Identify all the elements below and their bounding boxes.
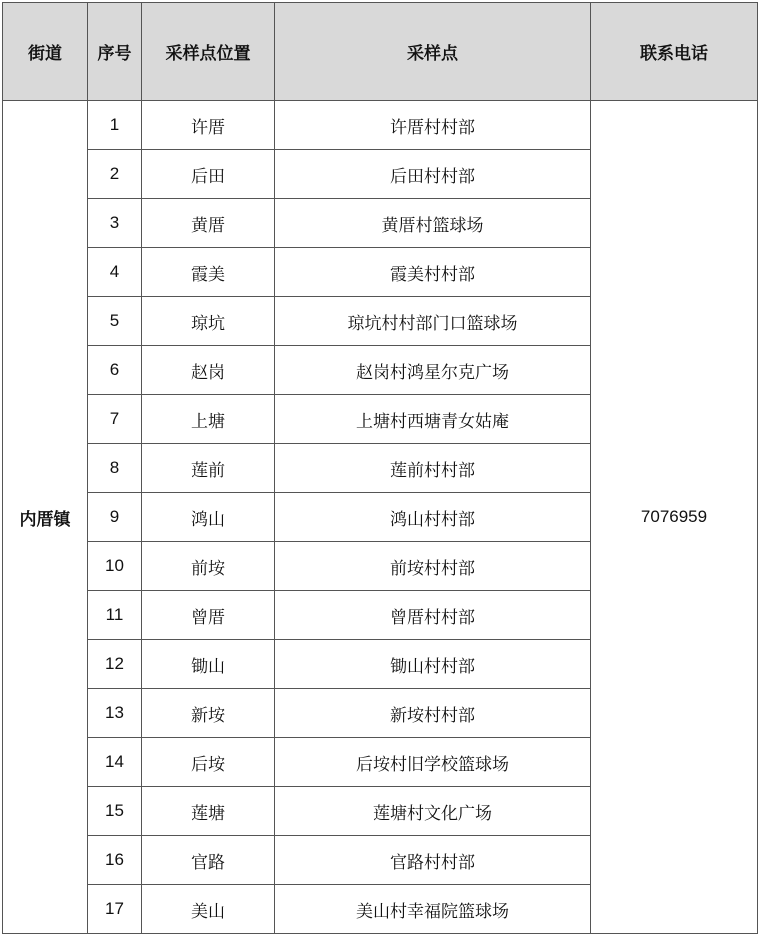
site-cell: 霞美村村部: [275, 248, 591, 297]
row-number-cell: 14: [88, 738, 142, 787]
site-cell: 前垵村村部: [275, 542, 591, 591]
location-cell: 琼坑: [142, 297, 275, 346]
row-number-cell: 9: [88, 493, 142, 542]
phone-cell: 7076959: [591, 101, 758, 934]
location-cell: 莲塘: [142, 787, 275, 836]
row-number-cell: 16: [88, 836, 142, 885]
location-cell: 赵岗: [142, 346, 275, 395]
location-cell: 官路: [142, 836, 275, 885]
header-street: 街道: [3, 3, 88, 101]
location-cell: 后垵: [142, 738, 275, 787]
location-cell: 后田: [142, 150, 275, 199]
site-cell: 新垵村村部: [275, 689, 591, 738]
site-cell: 黄厝村篮球场: [275, 199, 591, 248]
row-number-cell: 13: [88, 689, 142, 738]
row-number-cell: 3: [88, 199, 142, 248]
row-number-cell: 7: [88, 395, 142, 444]
location-cell: 曾厝: [142, 591, 275, 640]
site-cell: 美山村幸福院篮球场: [275, 885, 591, 934]
location-cell: 锄山: [142, 640, 275, 689]
header-number: 序号: [88, 3, 142, 101]
location-cell: 莲前: [142, 444, 275, 493]
location-cell: 黄厝: [142, 199, 275, 248]
site-cell: 锄山村村部: [275, 640, 591, 689]
location-cell: 上塘: [142, 395, 275, 444]
site-cell: 官路村村部: [275, 836, 591, 885]
site-cell: 莲前村村部: [275, 444, 591, 493]
sampling-sites-table: [2, 2, 758, 934]
row-number-cell: 11: [88, 591, 142, 640]
row-number-cell: 6: [88, 346, 142, 395]
site-cell: 莲塘村文化广场: [275, 787, 591, 836]
site-cell: 许厝村村部: [275, 101, 591, 150]
location-cell: 许厝: [142, 101, 275, 150]
site-cell: 琼坑村村部门口篮球场: [275, 297, 591, 346]
location-cell: 霞美: [142, 248, 275, 297]
row-number-cell: 10: [88, 542, 142, 591]
row-number-cell: 15: [88, 787, 142, 836]
site-cell: 上塘村西塘青女姑庵: [275, 395, 591, 444]
table-body: [3, 101, 758, 934]
location-cell: 新垵: [142, 689, 275, 738]
location-cell: 美山: [142, 885, 275, 934]
header-phone: 联系电话: [591, 3, 758, 101]
row-number-cell: 12: [88, 640, 142, 689]
row-number-cell: 4: [88, 248, 142, 297]
street-cell: 内厝镇: [3, 101, 88, 934]
row-number-cell: 1: [88, 101, 142, 150]
site-cell: 鸿山村村部: [275, 493, 591, 542]
location-cell: 鸿山: [142, 493, 275, 542]
row-number-cell: 17: [88, 885, 142, 934]
row-number-cell: 2: [88, 150, 142, 199]
site-cell: 后垵村旧学校篮球场: [275, 738, 591, 787]
location-cell: 前垵: [142, 542, 275, 591]
table-row: [3, 101, 758, 150]
site-cell: 曾厝村村部: [275, 591, 591, 640]
header-row: [3, 3, 758, 101]
row-number-cell: 8: [88, 444, 142, 493]
header-location: 采样点位置: [142, 3, 275, 101]
row-number-cell: 5: [88, 297, 142, 346]
header-site: 采样点: [275, 3, 591, 101]
site-cell: 赵岗村鸿星尔克广场: [275, 346, 591, 395]
site-cell: 后田村村部: [275, 150, 591, 199]
table-header: [3, 3, 758, 101]
